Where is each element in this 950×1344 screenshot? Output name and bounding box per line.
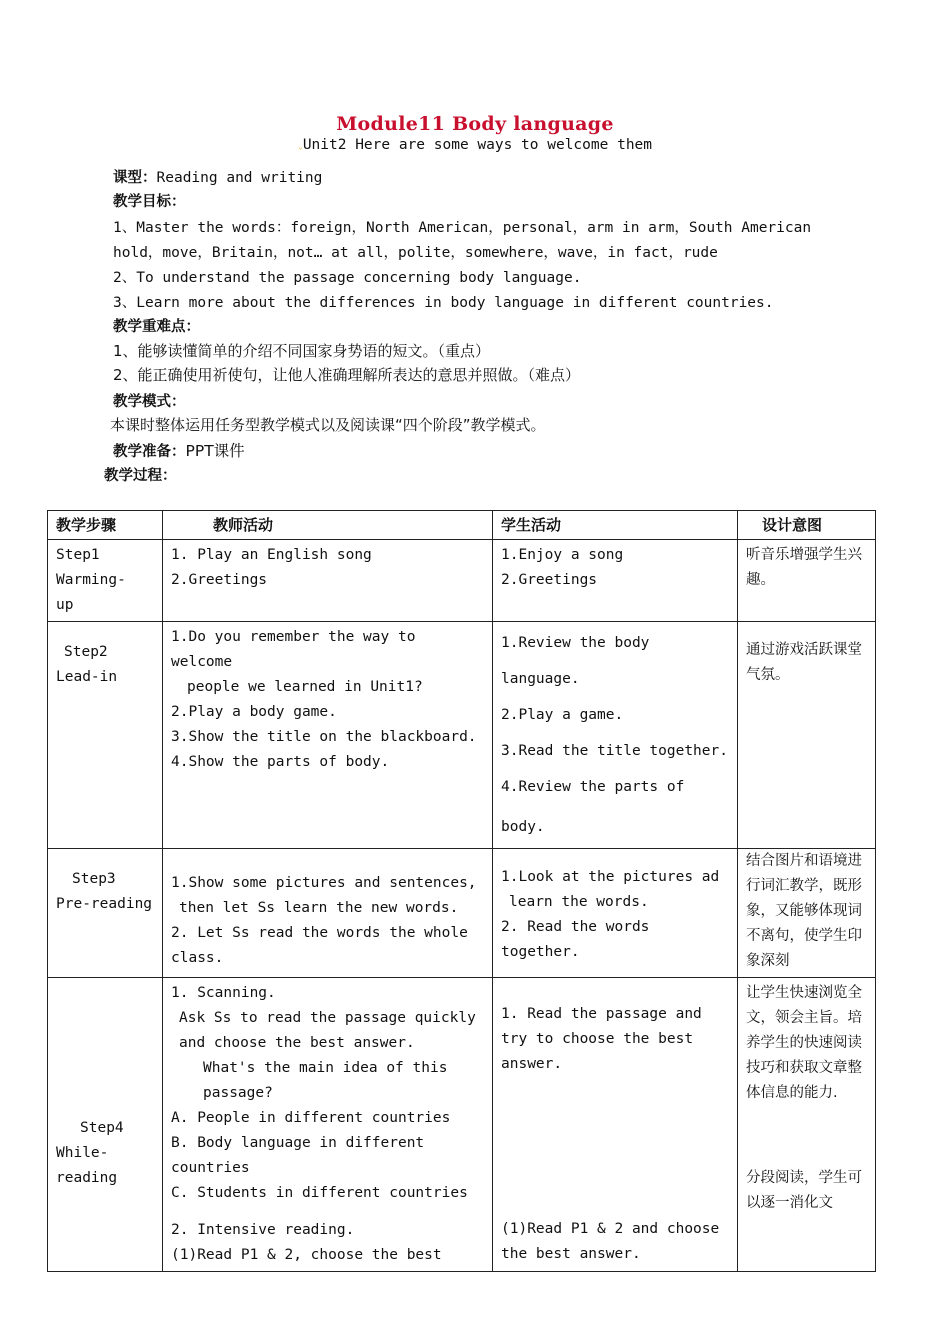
lesson-type-value: Reading and writing bbox=[156, 170, 323, 186]
lesson-type-line bbox=[113, 166, 322, 187]
table-row bbox=[48, 849, 876, 978]
objective-item-3: 3、Learn more about the differences in body language in different countries. bbox=[113, 295, 774, 311]
step4-name: Step4 While- reading bbox=[48, 978, 163, 1272]
header-step: 教学步骤 bbox=[48, 511, 163, 540]
teaching-mode-label: 教学模式： bbox=[113, 394, 186, 410]
table-header-row bbox=[48, 511, 876, 540]
step1-intent: 听音乐增强学生兴趣。 bbox=[738, 540, 876, 622]
edit-mark-icon: ⌄ bbox=[297, 142, 303, 151]
step3-student: 1.Look at the pictures ad learn the words. 2. Read the words together. bbox=[493, 849, 738, 978]
prep-line bbox=[113, 439, 245, 461]
step3-intent: 结合图片和语境进行词汇教学，既形象，又能够体现词不离句，使学生印象深刻 bbox=[738, 849, 876, 978]
step3-teacher: 1.Show some pictures and sentences, then let Ss learn the new words. 2. Let Ss read the words the whole class. bbox=[163, 849, 493, 978]
document-title: Module11 Body language bbox=[336, 113, 614, 135]
key-point-2: 2、能正确使用祈使句，让他人准确理解所表达的意思并照做。（难点） bbox=[113, 366, 581, 384]
table-row bbox=[48, 540, 876, 622]
key-points-label: 教学重难点： bbox=[113, 319, 200, 335]
objective-item-2: 2、To understand the passage concerning body language. bbox=[113, 270, 582, 286]
table-row bbox=[48, 978, 876, 1272]
prep-label: 教学准备： bbox=[113, 444, 186, 460]
process-label: 教学过程： bbox=[104, 468, 177, 484]
step1-name: Step1 Warming- up bbox=[48, 540, 163, 622]
step1-teacher: 1. Play an English song 2.Greetings bbox=[163, 540, 493, 622]
prep-value: PPT课件 bbox=[185, 442, 245, 460]
step4-teacher: 1. Scanning. Ask Ss to read the passage quickly and choose the best answer. What's the main idea of this passage? A. People in different countries B. Body language in different countries C. Students in different countries 2. Intensive reading. (1)Read P1 & 2, choose the best bbox=[163, 978, 493, 1272]
step1-student: 1.Enjoy a song 2.Greetings bbox=[493, 540, 738, 622]
teaching-mode-text: 本课时整体运用任务型教学模式以及阅读课“四个阶段”教学模式。 bbox=[110, 416, 546, 434]
step4-student: 1. Read the passage and try to choose the best answer. (1)Read P1 & 2 and choose the best answer. bbox=[493, 978, 738, 1272]
lesson-plan-table bbox=[47, 510, 876, 1272]
header-intent: 设计意图 bbox=[738, 511, 876, 540]
document-subtitle: ⌄Unit2 Here are some ways to welcome them bbox=[297, 137, 653, 153]
step2-intent: 通过游戏活跃课堂气氛。 bbox=[738, 622, 876, 849]
step2-teacher: 1.Do you remember the way to welcome people we learned in Unit1? 2.Play a body game. 3.Show the title on the blackboard. 4.Show the parts of body. bbox=[163, 622, 493, 849]
objectives-label: 教学目标： bbox=[113, 194, 186, 210]
objective-item-1-cont: hold，move，Britain，not… at all，polite，somewhere，wave，in fact，rude bbox=[113, 245, 718, 261]
header-teacher: 教师活动 bbox=[163, 511, 493, 540]
key-point-1: 1、能够读懂简单的介绍不同国家身势语的短文。（重点） bbox=[113, 342, 491, 360]
objective-item-1: 1、Master the words：foreign，North American，personal，arm in arm，South American bbox=[113, 220, 812, 236]
step2-student: 1.Review the body language. 2.Play a game. 3.Read the title together. 4.Review the parts of body. bbox=[493, 622, 738, 849]
header-student: 学生活动 bbox=[493, 511, 738, 540]
step3-name: Step3 Pre-reading bbox=[48, 849, 163, 978]
step4-intent: 让学生快速浏览全文，领会主旨。培养学生的快速阅读技巧和获取文章整体信息的能力. 分段阅读，学生可以逐一消化文 bbox=[738, 978, 876, 1272]
lesson-type-label: 课型： bbox=[113, 170, 157, 186]
table-row bbox=[48, 622, 876, 849]
step2-name: Step2 Lead-in bbox=[48, 622, 163, 849]
